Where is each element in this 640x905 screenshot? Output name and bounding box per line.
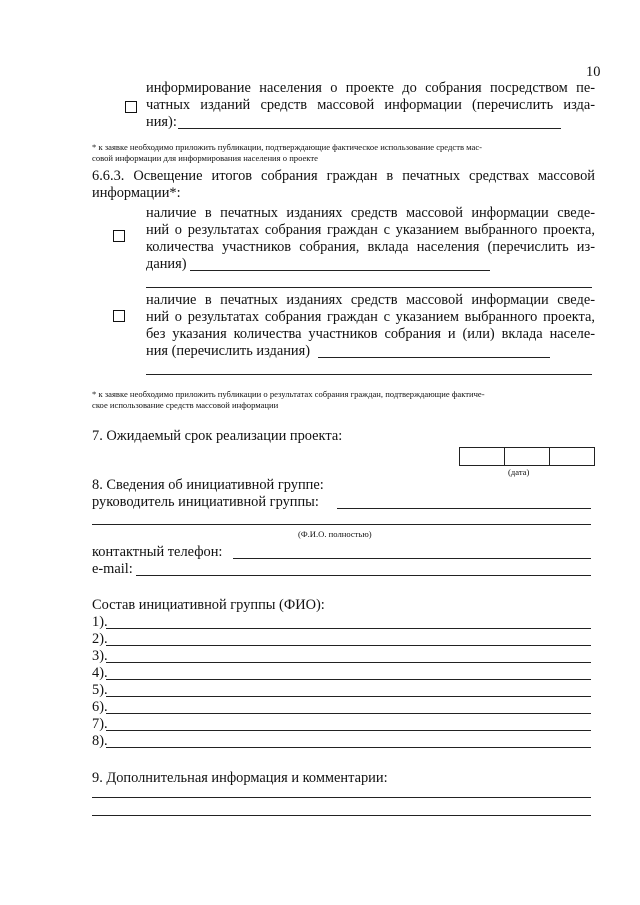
section-663-heading-cont: информации*: <box>92 185 181 201</box>
results-without-details-field[interactable] <box>318 357 550 358</box>
group-item-label: 7). <box>92 716 108 732</box>
fio-caption: (Ф.И.О. полностью) <box>298 529 372 539</box>
section-8-heading: 8. Сведения об инициативной группе: <box>92 477 324 493</box>
group-item-label: 3). <box>92 648 108 664</box>
leader-label: руководитель инициативной группы: <box>92 494 319 510</box>
option-text-line: ния (перечислить издания) <box>146 343 311 359</box>
date-caption: (дата) <box>508 467 530 477</box>
group-item-label: 2). <box>92 631 108 647</box>
date-month-box[interactable] <box>504 447 550 466</box>
leader-field-cont[interactable] <box>92 524 591 525</box>
results-without-details-checkbox[interactable] <box>113 310 125 322</box>
info-before-meeting-checkbox[interactable] <box>125 101 137 113</box>
group-heading: Состав инициативной группы (ФИО): <box>92 597 325 613</box>
results-without-details-field-cont[interactable] <box>146 374 592 375</box>
group-member-field[interactable] <box>106 645 591 646</box>
results-with-details-checkbox[interactable] <box>113 230 125 242</box>
option-text-line: без указания количества участников собрания и (или) вклада населе- <box>146 326 595 342</box>
results-with-details-field[interactable] <box>190 270 490 271</box>
option-text-line: информирование населения о проекте до собрания посредством пе- <box>146 80 595 96</box>
comments-field[interactable] <box>92 797 591 798</box>
phone-field[interactable] <box>233 558 591 559</box>
page-number: 10 <box>586 64 601 80</box>
group-member-field[interactable] <box>106 679 591 680</box>
comments-field-cont[interactable] <box>92 815 591 816</box>
option-text-line: ния): <box>146 114 177 130</box>
group-member-field[interactable] <box>106 628 591 629</box>
group-member-field[interactable] <box>106 730 591 731</box>
option-text-line: ний о результатах собрания граждан с указанием выбранного проекта, <box>146 222 595 238</box>
leader-field[interactable] <box>337 508 591 509</box>
section-663-heading: 6.6.3. Освещение итогов собрания граждан в печатных средствах массовой <box>92 168 595 184</box>
footnote-results: * к заявке необходимо приложить публикации о результатах собрания граждан, подтверждающие фактиче- <box>92 389 485 399</box>
group-item-label: 8). <box>92 733 108 749</box>
results-with-details-field-cont[interactable] <box>146 287 592 288</box>
footnote-publications: * к заявке необходимо приложить публикации, подтверждающие фактическое использование средств мас- <box>92 142 483 152</box>
date-year-box[interactable] <box>549 447 595 466</box>
group-item-label: 4). <box>92 665 108 681</box>
footnote-publications-cont: совой информации для информирования населения о проекте <box>92 153 318 163</box>
option-text-line: чатных изданий средств массовой информации (перечислить изда- <box>146 97 595 113</box>
option-text-line: количества участников собрания, вклада населения (перечислить из- <box>146 239 595 255</box>
option-text-line: наличие в печатных изданиях средств массовой информации сведе- <box>146 205 595 221</box>
phone-label: контактный телефон: <box>92 544 223 560</box>
info-publications-field[interactable] <box>178 128 561 129</box>
date-day-box[interactable] <box>459 447 505 466</box>
group-item-label: 1). <box>92 614 108 630</box>
email-field[interactable] <box>136 575 591 576</box>
section-7-label: 7. Ожидаемый срок реализации проекта: <box>92 428 343 444</box>
option-text-line: наличие в печатных изданиях средств массовой информации сведе- <box>146 292 595 308</box>
group-member-field[interactable] <box>106 662 591 663</box>
group-member-field[interactable] <box>106 696 591 697</box>
group-member-field[interactable] <box>106 713 591 714</box>
option-text-line: ний о результатах собрания граждан с указанием выбранного проекта, <box>146 309 595 325</box>
group-member-field[interactable] <box>106 747 591 748</box>
option-text-line: дания) <box>146 256 187 272</box>
group-item-label: 5). <box>92 682 108 698</box>
section-9-heading: 9. Дополнительная информация и комментарии: <box>92 770 388 786</box>
footnote-results-cont: ское использование средств массовой информации <box>92 400 279 410</box>
email-label: e-mail: <box>92 561 133 577</box>
group-item-label: 6). <box>92 699 108 715</box>
